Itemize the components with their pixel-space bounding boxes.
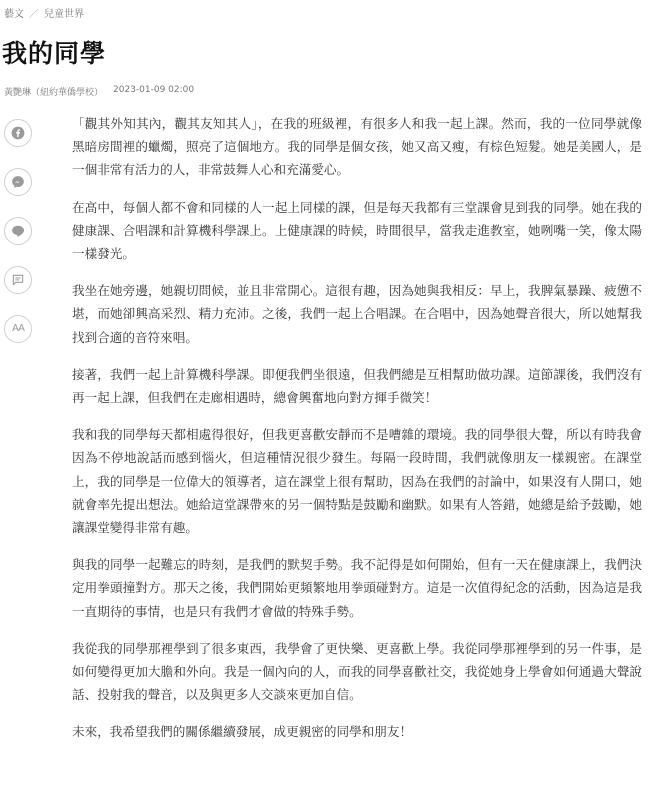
facebook-icon xyxy=(11,126,25,140)
messenger-icon xyxy=(11,175,25,189)
article-paragraph: 我坐在她旁邊，她親切問候，並且非常開心。這很有趣，因為她與我相反：早上，我脾氣暴躁、疲憊不堪，而她卻興高采烈、精力充沛。之後，我們一起上合唱課。在合唱中，因為她聲音很大，所以她幫我找到合適的音符來唱。 xyxy=(72,283,642,345)
breadcrumb-separator: ／ xyxy=(29,9,39,20)
article-author: 黃艷琳（紐約華僑學校） xyxy=(4,88,104,98)
line-icon xyxy=(11,224,25,238)
article-paragraph: 未來，我希望我們的關係繼續發展，成更親密的同學和朋友！ xyxy=(72,724,413,740)
article-paragraph: 接著，我們一起上計算機科學課。即便我們坐很遠，但我們總是互相幫助做功課。這節課後，我們沒有再一起上課，但我們在走廊相遇時，總會興奮地向對方揮手微笑！ xyxy=(72,366,642,406)
line-share-button[interactable] xyxy=(4,217,32,245)
page-title: 我的同學 xyxy=(2,39,107,68)
share-rail xyxy=(4,119,34,364)
article-date: 2023-01-09 02:00 xyxy=(113,85,195,95)
article-paragraph: 在高中，每個人都不會和同樣的人一起上同樣的課，但是每天我都有三堂課會見到我的同學。她在我的健康課、合唱課和計算機科學課上。上健康課的時候，時間很早，當我走進教室，她咧嘴一笑，像太陽一樣發光。 xyxy=(72,199,642,262)
comment-icon xyxy=(11,273,25,287)
breadcrumb-subsection-link[interactable]: 兒童世界 xyxy=(44,9,84,20)
article-paragraph: 我從我的同學那裡學到了很多東西，我學會了更快樂、更喜歡上學。我從同學那裡學到的另一件事，是如何變得更加大膽和外向。我是一個內向的人，而我的同學喜歡社交，我從她身上學會如何通過大聲說話、投射我的聲音，以及與更多人交談來更加自信。 xyxy=(72,640,642,703)
article-paragraph: 我和我的同學每天都相處得很好，但我更喜歡安靜而不是嘈雜的環境。我的同學很大聲，所以有時我會因為不停地說話而感到惱火，但這種情況很少發生。每隔一段時間，我們就像朋友一樣親密。在課堂上，我的同學是一位偉大的領導者，這在課堂上很有幫助，因為在我們的討論中，如果沒有人開口，她就會率先提出想法。她給這堂課帶來的另一個特點是鼓勵和幽默。如果有人答錯，她總是給予鼓勵，她讓課堂變得非常有趣。 xyxy=(72,427,642,536)
breadcrumb xyxy=(4,5,84,20)
article-paragraph: 與我的同學一起難忘的時刻，是我們的默契手勢。我不記得是如何開始，但有一天在健康課上，我們決定用拳頭撞對方。那天之後，我們開始更頻繁地用拳頭碰對方。這是一次值得紀念的活動，因為這是我一直期待的事情，也是只有我們才會做的特殊手勢。 xyxy=(72,557,642,619)
facebook-share-button[interactable] xyxy=(4,119,32,147)
article-paragraph: 「觀其外知其內，觀其友知其人」，在我的班級裡，有很多人和我一起上課。然而，我的一位同學就像黑暗房間裡的蠟燭，照亮了這個地方。我的同學是個女孩，她又高又瘦，有棕色短髮。她是美國人，是一個非常有活力的人，非常鼓舞人心和充滿愛心。 xyxy=(72,116,642,178)
comment-button[interactable] xyxy=(4,266,32,294)
article-meta xyxy=(4,85,194,98)
font-size-button[interactable] xyxy=(4,315,32,343)
breadcrumb-section-link[interactable]: 藝文 xyxy=(4,9,24,20)
messenger-share-button[interactable] xyxy=(4,168,32,196)
article-body xyxy=(72,112,642,758)
font-size-icon: AA xyxy=(12,323,24,334)
